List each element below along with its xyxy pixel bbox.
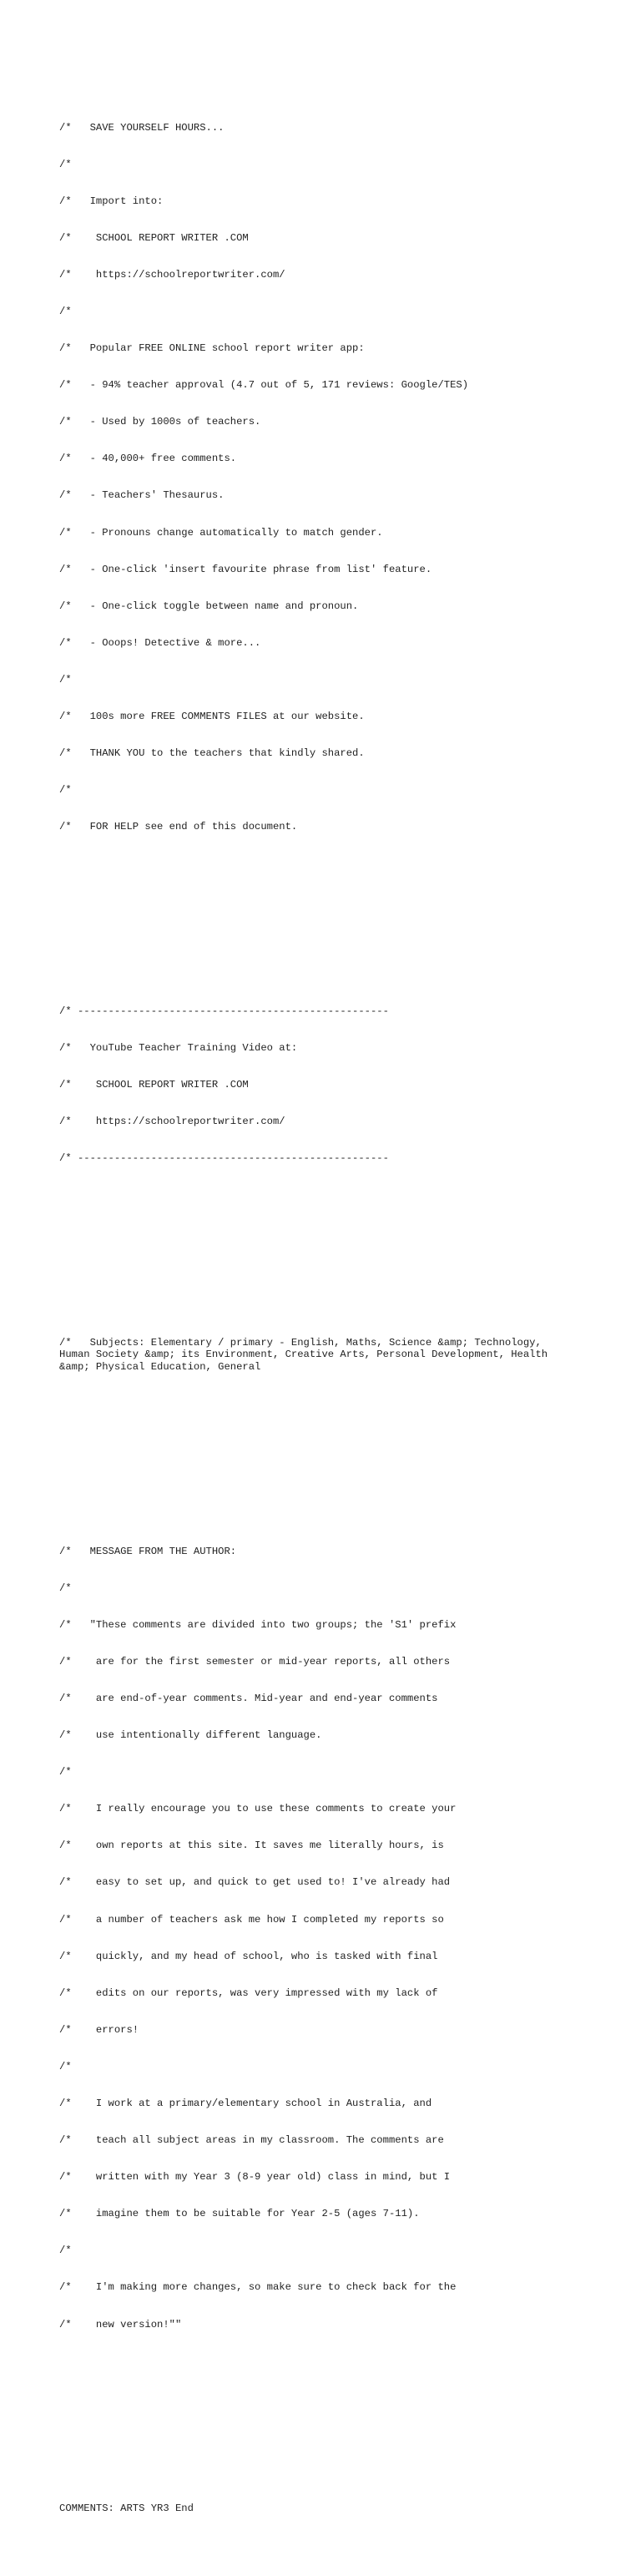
subjects-section: [59, 1312, 593, 1398]
author-line: /* edits on our reports, was very impressed with my lack of: [59, 1986, 438, 1999]
author-line: /* errors!: [59, 2023, 139, 2036]
author-line: /* are for the first semester or mid-year reports, all others: [59, 1655, 451, 1668]
video-url: /* https://schoolreportwriter.com/: [59, 1116, 285, 1128]
author-line: /*: [59, 2245, 72, 2257]
blank-line: [59, 1471, 593, 1484]
intro-line: /* Import into:: [59, 195, 164, 207]
video-box-section: [59, 980, 593, 1189]
author-line: /* "These comments are divided into two groups; the 'S1' prefix: [59, 1618, 457, 1631]
intro-line: /*: [59, 158, 72, 170]
author-line: /* I work at a primary/elementary school in Australia, and: [59, 2098, 432, 2109]
intro-line: /* SAVE YOURSELF HOURS...: [59, 121, 225, 134]
blank-line: [59, 932, 593, 944]
video-line: /* YouTube Teacher Training Video at:: [59, 1041, 298, 1054]
blank-line: [59, 2429, 593, 2442]
blank-line: [59, 1263, 593, 1275]
author-line: /* a number of teachers ask me how I completed my reports so: [59, 1913, 444, 1926]
author-line: /* new version!"": [59, 2318, 182, 2331]
author-line: /*: [59, 2060, 72, 2072]
author-line: /* I really encourage you to use these comments to create your: [59, 1803, 457, 1815]
intro-line: /* - 94% teacher approval (4.7 out of 5, 171 reviews: Google/TES): [59, 379, 469, 392]
author-line: /* use intentionally different language.: [59, 1729, 322, 1742]
author-line: /* quickly, and my head of school, who is tasked with final: [59, 1950, 438, 1962]
intro-line: /*: [59, 305, 72, 317]
intro-line: /* - Ooops! Detective & more...: [59, 636, 261, 649]
author-line: /* imagine them to be suitable for Year 2-5 (ages 7-11).: [59, 2208, 420, 2220]
author-line: /* are end-of-year comments. Mid-year and end-year comments: [59, 1692, 438, 1704]
intro-line: /* - Teachers' Thesaurus.: [59, 489, 225, 502]
blank-line: [59, 895, 593, 908]
video-line: /* SCHOOL REPORT WRITER .COM: [59, 1078, 249, 1091]
divider-line: /* ---------------------------------------------------: [59, 1005, 389, 1017]
divider-line: /* ---------------------------------------------------: [59, 1152, 389, 1165]
intro-line: /* SCHOOL REPORT WRITER .COM: [59, 231, 249, 244]
author-line: /* I'm making more changes, so make sure to check back for the: [59, 2281, 457, 2294]
subjects-text: /* Subjects: Elementary / primary - English, Maths, Science &amp; Technology, Human Society &amp; its Environment, Creative Arts, Personal Development, Health &amp; Physical Education, General: [59, 1336, 554, 1374]
intro-section: [59, 97, 593, 858]
author-line: /* MESSAGE FROM THE AUTHOR:: [59, 1545, 237, 1557]
author-line: /* teach all subject areas in my classroom. The comments are: [59, 2134, 444, 2147]
intro-line: /* THANK YOU to the teachers that kindly shared.: [59, 747, 365, 760]
intro-line: /* Popular FREE ONLINE school report writer app:: [59, 342, 365, 355]
author-line: /* easy to set up, and quick to get used to! I've already had: [59, 1876, 451, 1889]
comments-heading: COMMENTS: ARTS YR3 End: [59, 2503, 194, 2515]
intro-url: /* https://schoolreportwriter.com/: [59, 268, 285, 281]
intro-line: /* FOR HELP see end of this document.: [59, 821, 298, 833]
author-line: /*: [59, 1766, 72, 1779]
footer-section: [59, 2478, 593, 2540]
author-message-section: [59, 1521, 593, 2355]
author-line: /* written with my Year 3 (8-9 year old) class in mind, but I: [59, 2171, 451, 2184]
intro-line: /*: [59, 784, 72, 797]
intro-line: /* - Used by 1000s of teachers.: [59, 416, 261, 428]
intro-line: /* - One-click 'insert favourite phrase from list' feature.: [59, 563, 432, 575]
intro-line: /* - One-click toggle between name and pronoun.: [59, 600, 359, 612]
blank-line: [59, 1435, 593, 1447]
intro-line: /* - Pronouns change automatically to match gender.: [59, 526, 383, 539]
blank-line: [59, 2392, 593, 2405]
blank-line: [59, 1226, 593, 1238]
author-line: /* own reports at this site. It saves me literally hours, is: [59, 1840, 444, 1852]
intro-line: /*: [59, 673, 72, 686]
intro-line: /* - 40,000+ free comments.: [59, 453, 237, 465]
document-text: [59, 60, 593, 2576]
intro-line: /* 100s more FREE COMMENTS FILES at our website.: [59, 711, 365, 723]
author-line: /*: [59, 1582, 72, 1594]
